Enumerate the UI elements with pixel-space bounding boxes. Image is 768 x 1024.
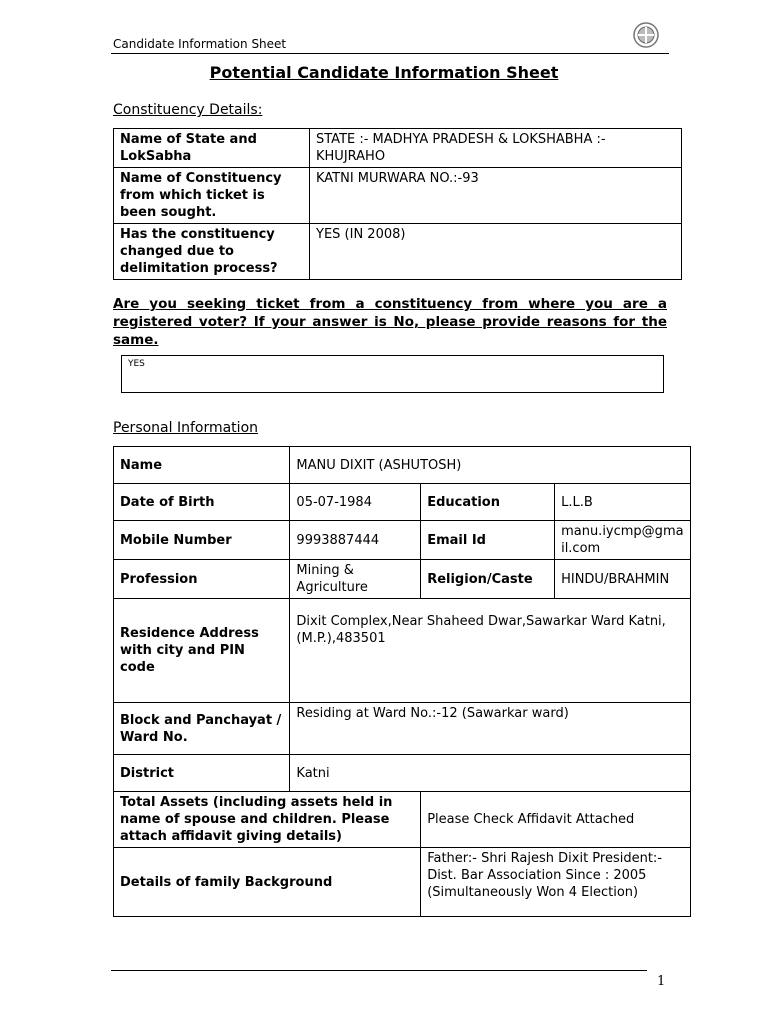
page-title: Potential Candidate Information Sheet [209,63,559,82]
district-value: Katni [290,755,691,792]
dob-value: 05-07-1984 [290,484,421,521]
religion-label: Religion/Caste [421,560,555,599]
education-label: Education [421,484,555,521]
family-value: Father:- Shri Rajesh Dixit President:-Dist. Bar Association Since : 2005 (Simultaneously Won 4 Election) [421,848,691,917]
constituency-table [113,128,682,280]
constituency-value: YES (IN 2008) [310,224,682,280]
assets-label: Total Assets (including assets held in name of spouse and children. Please attach affidavit giving details) [114,792,421,848]
block-label: Block and Panchayat / Ward No. [114,703,290,755]
footer-rule [111,970,647,971]
education-value: L.L.B [555,484,691,521]
mobile-label: Mobile Number [114,521,290,560]
constituency-label: Name of Constituency from which ticket is been sought. [114,168,310,224]
voter-answer-box: YES [121,355,664,393]
page-number: 1 [657,974,666,989]
name-value: MANU DIXIT (ASHUTOSH) [290,447,691,484]
email-label: Email Id [421,521,555,560]
constituency-heading: Constituency Details: [113,102,263,118]
district-label: District [114,755,290,792]
address-label: Residence Address with city and PIN code [114,599,290,703]
assets-value: Please Check Affidavit Attached [421,792,691,848]
constituency-value: KATNI MURWARA NO.:-93 [310,168,682,224]
address-value: Dixit Complex,Near Shaheed Dwar,Sawarkar Ward Katni,(M.P.),483501 [290,599,691,703]
personal-table [113,446,691,917]
email-value: manu.iycmp@gmail.com [555,521,691,560]
profession-value: Mining & Agriculture [290,560,421,599]
voter-question: Are you seeking ticket from a constituency from where you are a registered voter? If your answer is No, please provide reasons for the same. [113,296,667,348]
constituency-label: Has the constituency changed due to delimitation process? [114,224,310,280]
header-rule [111,53,669,54]
running-header: Candidate Information Sheet [113,37,287,51]
logo-icon [633,22,659,48]
dob-label: Date of Birth [114,484,290,521]
personal-heading: Personal Information [113,420,259,436]
mobile-value: 9993887444 [290,521,421,560]
constituency-label: Name of State and LokSabha [114,129,310,168]
family-label: Details of family Background [114,848,421,917]
name-label: Name [114,447,290,484]
religion-value: HINDU/BRAHMIN [555,560,691,599]
constituency-value: STATE :- MADHYA PRADESH & LOKSHABHA :- KHUJRAHO [310,129,682,168]
profession-label: Profession [114,560,290,599]
block-value: Residing at Ward No.:-12 (Sawarkar ward) [290,703,691,755]
